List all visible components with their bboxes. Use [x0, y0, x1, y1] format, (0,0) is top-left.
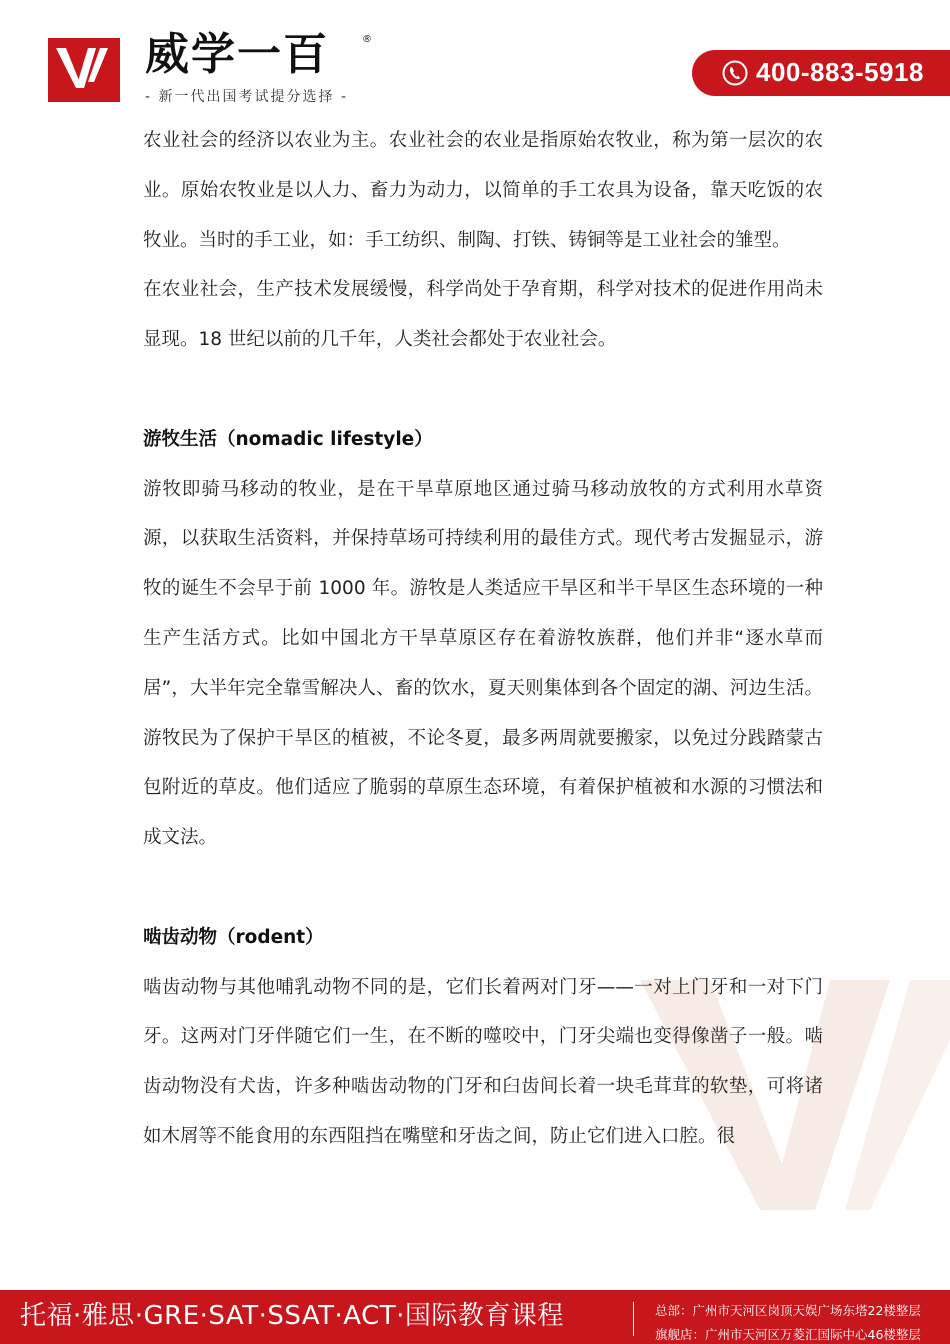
footer-divider — [633, 1302, 634, 1336]
brand-logo — [48, 38, 120, 102]
registered-mark: ® — [362, 34, 372, 45]
brand-slogan: - 新一代出国考试提分选择 - — [145, 89, 349, 105]
article-body — [143, 116, 823, 1162]
footer-courses: 托福·雅思·GRE·SAT·SSAT·ACT·国际教育课程 — [20, 1301, 564, 1331]
paragraph-agricultural-economy: 农业社会的经济以农业为主。农业社会的农业是指原始农牧业，称为第一层次的农业。原始农牧业是以人力、畜力为动力，以简单的手工农具为设备，靠天吃饭的农牧业。当时的手工业，如：手工纺织、制陶、打铁、铸铜等是工业社会的雏型。 — [143, 130, 823, 251]
paragraph-nomadic-lifestyle: 游牧即骑马移动的牧业，是在干旱草原地区通过骑马移动放牧的方式利用水草资源，以获取生活资料，并保持草场可持续利用的最佳方式。现代考古发掘显示，游牧的诞生不会早于前 1000 年。游牧是人类适应干旱区和半干旱区生态环境的一种生产生活方式。比如中国北方干旱草原区存在着游牧族群，他们并非“逐水草而居”，大半年完全靠雪解决人、畜的饮水，夏天则集体到各个固定的湖、河边生活。游牧民为了保护干旱区的植被，不论冬夏，最多两周就要搬家，以免过分践踏蒙古包附近的草皮。他们适应了脆弱的草原生态环境，有着保护植被和水源的习惯法和成文法。 — [143, 478, 823, 849]
heading-nomadic-lifestyle: 游牧生活（nomadic lifestyle） — [143, 428, 433, 450]
paragraph-agricultural-technology: 在农业社会，生产技术发展缓慢，科学尚处于孕育期，科学对技术的促进作用尚未显现。18 世纪以前的几千年，人类社会都处于农业社会。 — [143, 279, 823, 351]
brand-name: 威学一百 — [145, 29, 329, 80]
paragraph-rodent: 啮齿动物与其他哺乳动物不同的是，它们长着两对门牙——一对上门牙和一对下门牙。这两对门牙伴随它们一生，在不断的噬咬中，门牙尖端也变得像凿子一般。啮齿动物没有犬齿，许多种啮齿动物的门牙和臼齿间长着一块毛茸茸的软垫，可将诸如木屑等不能食用的东西阻挡在嘴壁和牙齿之间，防止它们进入口腔。很 — [143, 976, 823, 1147]
phone-icon — [722, 60, 748, 86]
page-header — [0, 0, 950, 115]
footer-address-hq: 总部：广州市天河区岗顶天娱广场东塔22楼整层 — [655, 1303, 921, 1318]
heading-rodent: 啮齿动物（rodent） — [143, 926, 324, 948]
phone-number[interactable]: 400-883-5918 — [756, 57, 924, 87]
footer-address-flagship: 旗舰店：广州市天河区万菱汇国际中心46楼整层 — [655, 1327, 921, 1342]
logo-v-icon — [48, 38, 120, 102]
